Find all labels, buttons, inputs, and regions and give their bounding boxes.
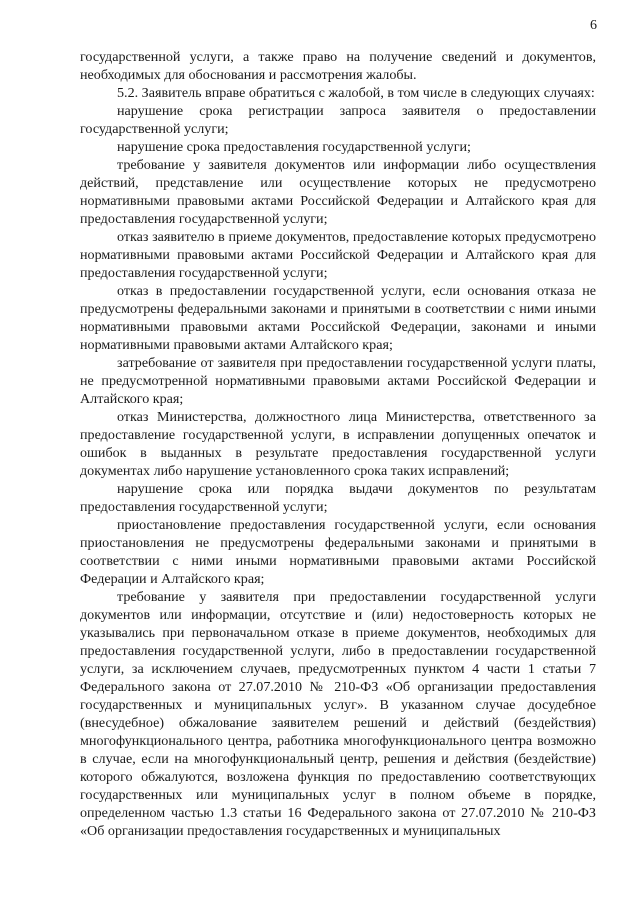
- paragraph-list-item: затребование от заявителя при предоставлении государственной услуги платы, не предусмотренной нормативными правовыми актами Российской Федерации и Алтайского края;: [80, 355, 596, 407]
- paragraph-list-item: нарушение срока предоставления государственной услуги;: [117, 139, 471, 155]
- paragraph-5-2-intro: 5.2. Заявитель вправе обратиться с жалобой, в том числе в следующих случаях:: [117, 85, 595, 101]
- paragraph-list-item: отказ в предоставлении государственной услуги, если основания отказа не предусмотрены федеральными законами и принятыми в соответствии с ними иными нормативными правовыми актами Российской Федерации, законами и иными нормативными правовыми актами Алтайского края;: [80, 283, 596, 353]
- document-body: [80, 48, 596, 840]
- paragraph-list-item: нарушение срока регистрации запроса заявителя о предоставлении государственной услуги;: [80, 103, 596, 137]
- paragraph-list-item: нарушение срока или порядка выдачи документов по результатам предоставления государственной услуги;: [80, 481, 596, 515]
- paragraph-list-item: отказ Министерства, должностного лица Министерства, ответственного за предоставление государственной услуги, в исправлении допущенных опечаток и ошибок в выданных в результате предоставления государственной услуги документах либо нарушение установленного срока таких исправлений;: [80, 409, 596, 479]
- paragraph-list-item: требование у заявителя при предоставлении государственной услуги документов или информации, отсутствие и (или) недостоверность которых не указывались при первоначальном отказе в приеме документов, необходимых для предоставления государственной услуги, либо в предоставлении государственной услуги, за исключением случаев, предусмотренных пунктом 4 части 1 статьи 7 Федерального закона от 27.07.2010 № 210-ФЗ «Об организации предоставления государственных и муниципальных услуг». В указанном случае досудебное (внесудебное) обжалование заявителем решений и действий (бездействия) многофункционального центра, работника многофункционального центра возможно в случае, если на многофункциональный центр, решения и действия (бездействие) которого обжалуются, возложена функция по предоставлению соответствующих государственных или муниципальных услуг в полном объеме в порядке, определенном частью 1.3 статьи 16 Федерального закона от 27.07.2010 № 210-ФЗ «Об организации предоставления государственных и муниципальных: [80, 589, 596, 839]
- paragraph-list-item: отказ заявителю в приеме документов, предоставление которых предусмотрено нормативными правовыми актами Российской Федерации и Алтайского края для предоставления государственной услуги;: [80, 229, 596, 281]
- paragraph-list-item: приостановление предоставления государственной услуги, если основания приостановления не предусмотрены федеральными законами и принятыми в соответствии с ними иными нормативными правовыми актами Российской Федерации и Алтайского края;: [80, 517, 596, 587]
- paragraph-continuation: государственной услуги, а также право на получение сведений и документов, необходимых для обоснования и рассмотрения жалобы.: [80, 49, 596, 83]
- paragraph-list-item: требование у заявителя документов или информации либо осуществления действий, представление или осуществление которых не предусмотрено нормативными правовыми актами Российской Федерации и Алтайского края для предоставления государственной услуги;: [80, 157, 596, 227]
- page-number: 6: [590, 18, 597, 33]
